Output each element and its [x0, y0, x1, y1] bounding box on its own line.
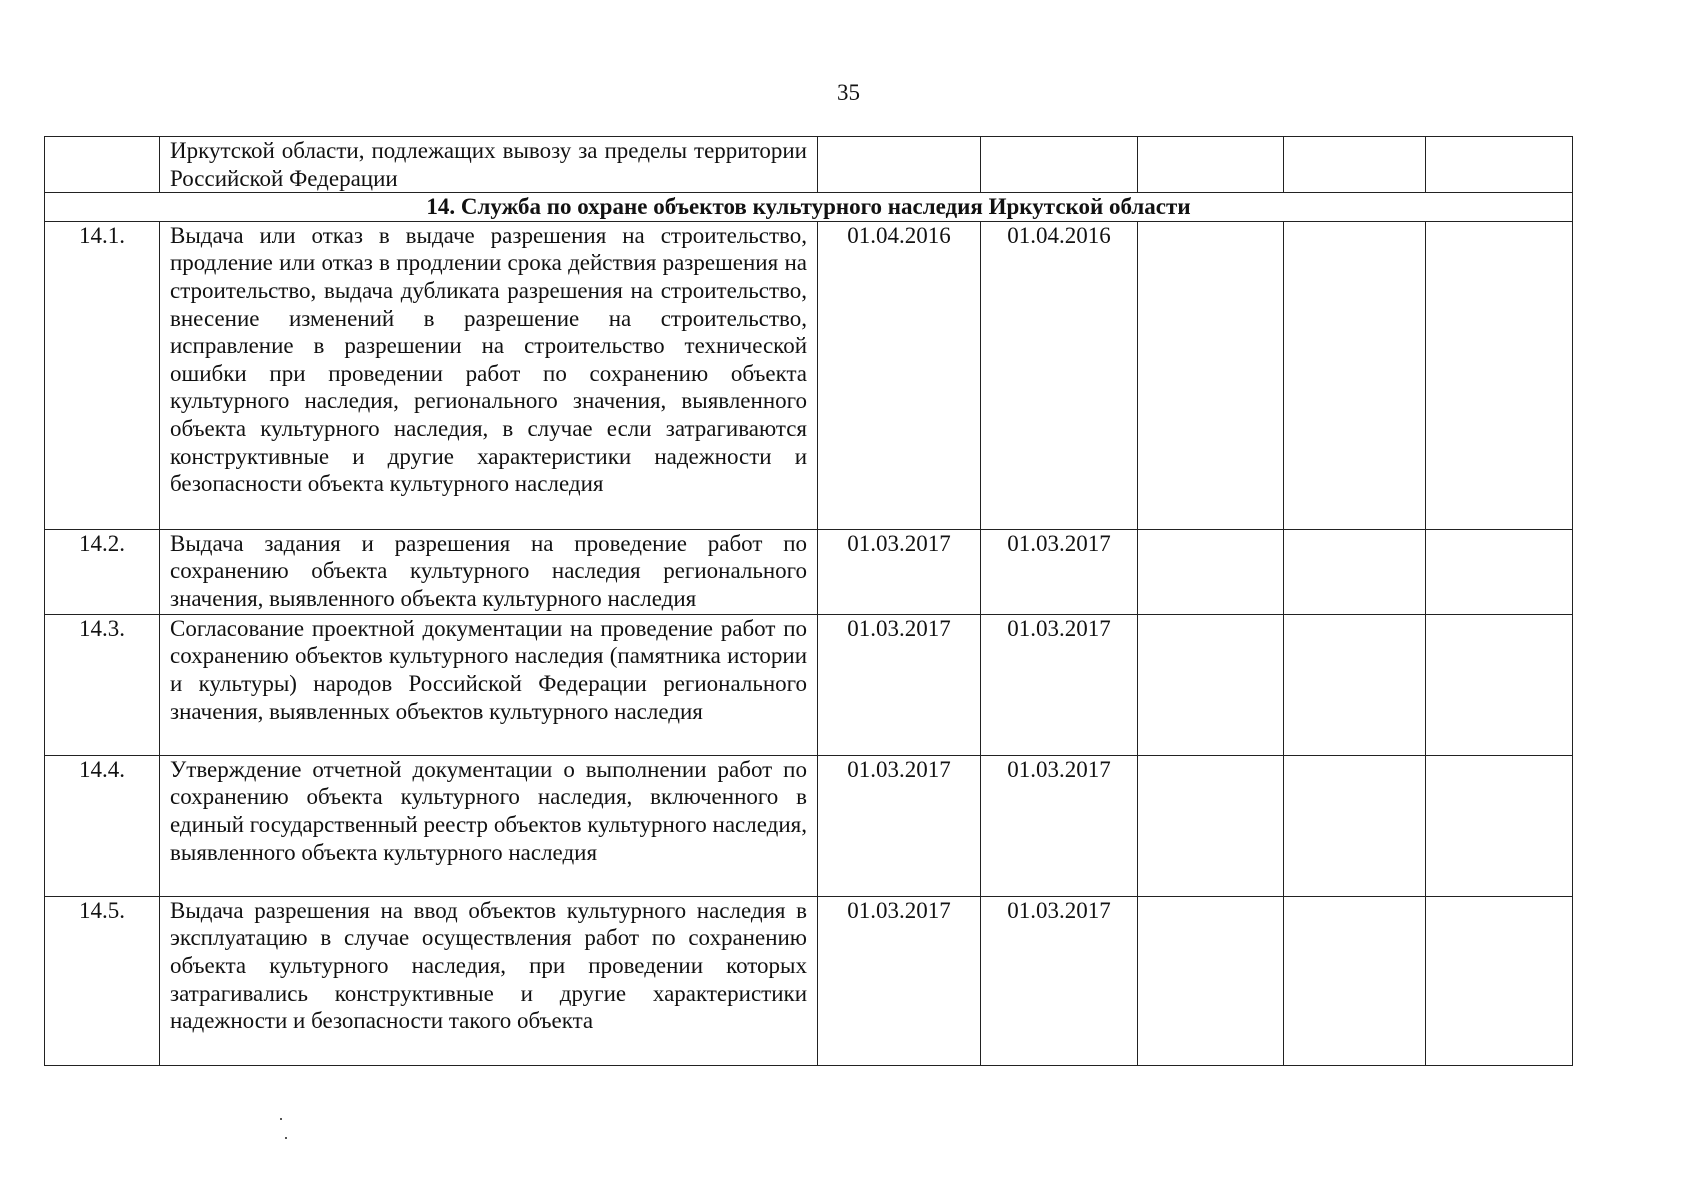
row-number: 14.3.: [45, 614, 160, 755]
row-date-start: 01.03.2017: [818, 755, 981, 896]
cell-empty: [1138, 137, 1284, 193]
cell-empty: [1426, 529, 1573, 614]
cell-empty: [1138, 896, 1284, 1065]
section-title: 14. Служба по охране объектов культурного наследия Иркутской области: [45, 193, 1573, 222]
scan-speck: [280, 1118, 282, 1120]
row-date-start: 01.03.2017: [818, 614, 981, 755]
cell-empty: [818, 137, 981, 193]
row-date-start: 01.03.2017: [818, 529, 981, 614]
cell-num: [45, 137, 160, 193]
row-description: Выдача или отказ в выдаче разрешения на строительство, продление или отказ в продлении срока действия разрешения на строительство, выдача дубликата разрешения на строительство, внесение изменений в разрешение на строительство, исправление в разрешении на строительство технической ошибки при проведении работ по сохранению объекта культурного наследия, регионального значения, выявленного объекта культурного наследия, в случае если затрагиваются конструктивные и другие характеристики надежности и безопасности объекта культурного наследия: [160, 221, 818, 529]
section-header-row: [45, 193, 1573, 222]
cell-empty: [1426, 221, 1573, 529]
cell-empty: [1284, 755, 1426, 896]
row-date-end: 01.04.2016: [981, 221, 1138, 529]
cell-empty: [981, 137, 1138, 193]
row-description: Согласование проектной документации на проведение работ по сохранению объектов культурного наследия (памятника истории и культуры) народов Российской Федерации регионального значения, выявленных объектов культурного наследия: [160, 614, 818, 755]
cell-empty: [1138, 529, 1284, 614]
cell-empty: [1138, 755, 1284, 896]
page-number: 35: [837, 80, 860, 105]
scan-speck: [285, 1137, 287, 1139]
cell-empty: [1426, 755, 1573, 896]
row-description: Выдача задания и разрешения на проведение работ по сохранению объекта культурного наследия регионального значения, выявленного объекта культурного наследия: [160, 529, 818, 614]
table-row: [45, 529, 1573, 614]
cell-empty: [1284, 137, 1426, 193]
cell-empty: [1426, 614, 1573, 755]
row-date-end: 01.03.2017: [981, 755, 1138, 896]
cell-empty: [1138, 614, 1284, 755]
row-date-end: 01.03.2017: [981, 896, 1138, 1065]
row-number: 14.1.: [45, 221, 160, 529]
row-number: 14.4.: [45, 755, 160, 896]
table-row: [45, 614, 1573, 755]
row-number: 14.5.: [45, 896, 160, 1065]
row-number: 14.2.: [45, 529, 160, 614]
cell-empty: [1284, 221, 1426, 529]
cell-empty: [1284, 529, 1426, 614]
row-date-end: 01.03.2017: [981, 614, 1138, 755]
table-row: [45, 755, 1573, 896]
row-description: Выдача разрешения на ввод объектов культурного наследия в эксплуатацию в случае осуществления работ по сохранению объекта культурного наследия, при проведении которых затрагивались конструктивные и другие характеристики надежности и безопасности такого объекта: [160, 896, 818, 1065]
cell-empty: [1426, 137, 1573, 193]
continuation-text: Иркутской области, подлежащих вывозу за пределы территории Российской Федерации: [160, 137, 818, 193]
table-row: [45, 896, 1573, 1065]
cell-empty: [1284, 896, 1426, 1065]
row-description: Утверждение отчетной документации о выполнении работ по сохранению объекта культурного наследия, включенного в единый государственный реестр объектов культурного наследия, выявленного объекта культурного наследия: [160, 755, 818, 896]
cell-empty: [1426, 896, 1573, 1065]
row-date-start: 01.03.2017: [818, 896, 981, 1065]
cell-empty: [1284, 614, 1426, 755]
cell-empty: [1138, 221, 1284, 529]
row-date-end: 01.03.2017: [981, 529, 1138, 614]
continuation-row: [45, 137, 1573, 193]
services-table: [44, 136, 1573, 1066]
table-row: [45, 221, 1573, 529]
row-date-start: 01.04.2016: [818, 221, 981, 529]
